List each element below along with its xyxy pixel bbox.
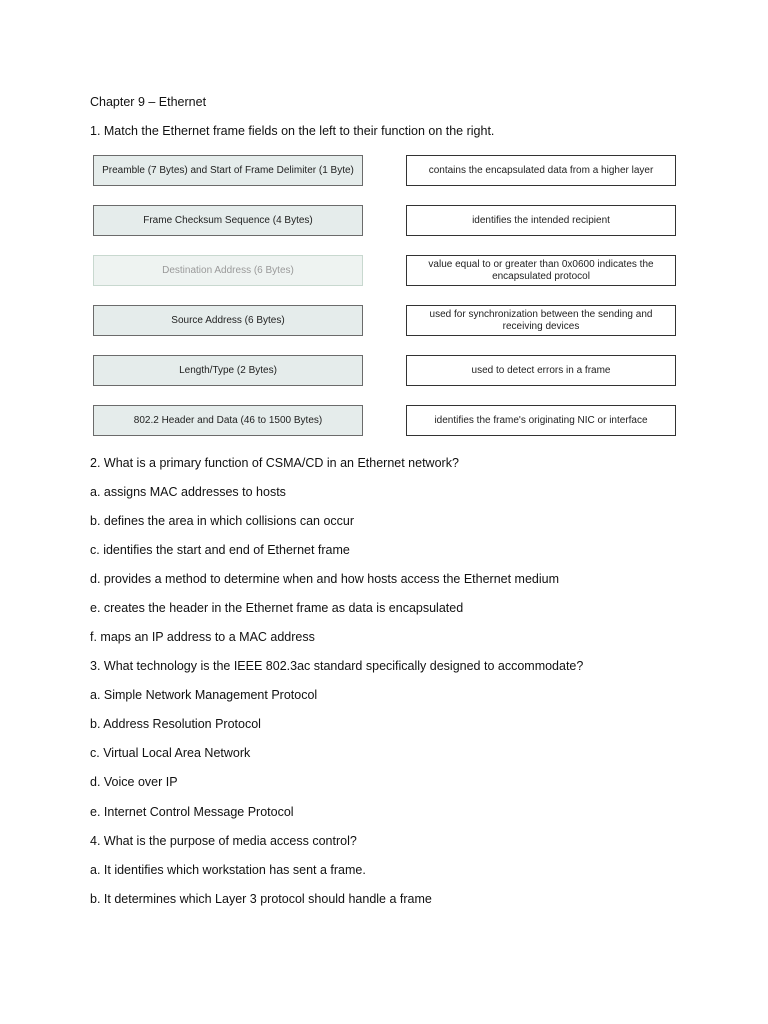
field-box-preamble: Preamble (7 Bytes) and Start of Frame Delimiter (1 Byte) (93, 155, 363, 186)
field-box-frame-checksum: Frame Checksum Sequence (4 Bytes) (93, 205, 363, 236)
function-box-3: value equal to or greater than 0x0600 indicates the encapsulated protocol (406, 255, 676, 286)
question-3-option-a: a. Simple Network Management Protocol (90, 688, 318, 702)
question-2-text: 2. What is a primary function of CSMA/CD in an Ethernet network? (90, 456, 459, 470)
function-box-4: used for synchronization between the sending and receiving devices (406, 305, 676, 336)
question-3-text: 3. What technology is the IEEE 802.3ac standard specifically designed to accommodate? (90, 659, 584, 673)
question-2-option-f: f. maps an IP address to a MAC address (90, 630, 315, 644)
field-box-length-type: Length/Type (2 Bytes) (93, 355, 363, 386)
field-box-header-data: 802.2 Header and Data (46 to 1500 Bytes) (93, 405, 363, 436)
question-2-option-b: b. defines the area in which collisions can occur (90, 514, 355, 528)
question-3-option-b: b. Address Resolution Protocol (90, 717, 261, 731)
function-box-5: used to detect errors in a frame (406, 355, 676, 386)
field-box-destination-address: Destination Address (6 Bytes) (93, 255, 363, 286)
question-4-text: 4. What is the purpose of media access control? (90, 834, 357, 848)
question-3-option-e: e. Internet Control Message Protocol (90, 805, 294, 819)
function-box-1: contains the encapsulated data from a higher layer (406, 155, 676, 186)
field-box-source-address: Source Address (6 Bytes) (93, 305, 363, 336)
question-1-text: 1. Match the Ethernet frame fields on the left to their function on the right. (90, 124, 495, 138)
question-4-option-a: a. It identifies which workstation has sent a frame. (90, 863, 366, 877)
function-box-2: identifies the intended recipient (406, 205, 676, 236)
question-4-option-b: b. It determines which Layer 3 protocol should handle a frame (90, 892, 432, 906)
question-2-option-d: d. provides a method to determine when and how hosts access the Ethernet medium (90, 572, 560, 586)
question-3-option-d: d. Voice over IP (90, 775, 178, 789)
question-2-option-e: e. creates the header in the Ethernet frame as data is encapsulated (90, 601, 464, 615)
question-2-option-a: a. assigns MAC addresses to hosts (90, 485, 286, 499)
function-box-6: identifies the frame's originating NIC or interface (406, 405, 676, 436)
question-3-option-c: c. Virtual Local Area Network (90, 746, 251, 760)
question-2-option-c: c. identifies the start and end of Ethernet frame (90, 543, 350, 557)
chapter-title: Chapter 9 – Ethernet (90, 95, 207, 109)
